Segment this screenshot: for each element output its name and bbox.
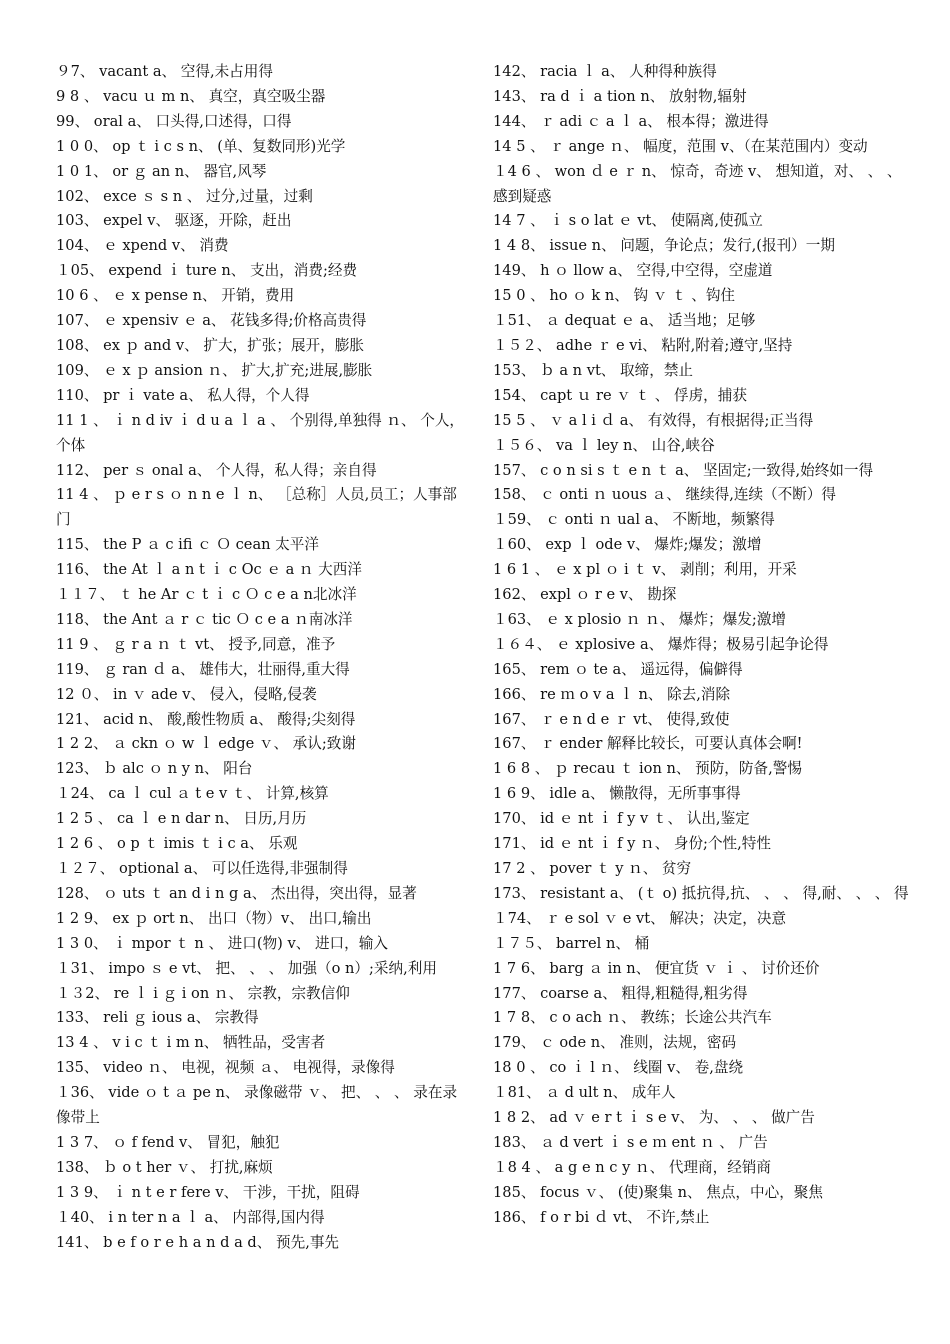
vocabulary-entry: 118、 the Ant ａ r ｃ tic Ｏ c e a ｎ南冰洋 [56,610,353,628]
vocabulary-entry: 153、 ｂ a n vt、 取缔，禁止 [493,361,694,379]
vocabulary-entry: 10 6 、 ｅ x pense n、 开销，费用 [56,287,295,305]
vocabulary-entry: 167、 ｒ ender 解释比较长，可要认真体会啊! [493,735,803,753]
vocabulary-entry: １81、 ａ d ult n、 成年人 [493,1084,676,1102]
vocabulary-entry: 183、 ａ d vert ｉ s e ｍ ent ｎ 、 广告 [493,1133,768,1151]
vocabulary-entry: 144、 ｒ adi ｃ a ｌ a、 根本得；激进得 [493,112,769,130]
vocabulary-entry: 1 3 9、 ｉ n t e r fere v、 干涉，干扰，阻碍 [56,1183,360,1201]
vocabulary-entry: 1 7 8、 c o ach ｎ、 教练；长途公共汽车 [493,1009,772,1027]
vocabulary-entry: 1 2 6 、 o p ｔ imis ｔ i c a、 乐观 [56,835,298,853]
vocabulary-entry: 167、 ｒ e n d e ｒ vt、 使得,致使 [493,710,730,728]
vocabulary-entry: 1 6 8 、 ｐ recau ｔ ion n、 预防，防备,警惕 [493,760,802,778]
vocabulary-entry: 13 4 、 v i c ｔ i m n、 牺牲品，受害者 [56,1034,326,1052]
vocabulary-entry: 17 2 、 pover ｔ y ｎ、 贫穷 [493,860,692,877]
vocabulary-entry: 177、 coarse a、 粗得,粗糙得,粗劣得 [493,984,748,1002]
vocabulary-entry: 165、 rem ｏ te a、 遥远得，偏僻得 [493,660,743,678]
vocabulary-entry: 123、 ｂ alc ｏ n y n、 阳台 [56,760,253,778]
vocabulary-entry: 1 2 2、 ａ ckn ｏ w ｌ edge ｖ、 承认;致谢 [56,735,356,753]
vocabulary-entry: 170、 id ｅ nt ｉ f y v ｔ、 认出,鉴定 [493,810,750,828]
vocabulary-entry: 102、 exce ｓ s n 、 过分,过量，过剩 [56,187,313,205]
vocabulary-entry: ９7、 vacant a、 空得,未占用得 [56,63,273,80]
vocabulary-entry: 128、 ｏ uts ｔ an d i n g a、 杰出得，突出得，显著 [56,884,417,902]
vocabulary-entry: 110、 pr ｉ vate a、 私人得，个人得 [56,386,310,404]
vocabulary-entry: 1 8 2、 ad ｖ e r t ｉ s e v、 为、 、 、 做广告 [493,1109,815,1127]
vocabulary-entry: １24、 ca ｌ cul ａ t e v ｔ、 计算,核算 [56,785,329,803]
vocabulary-entry: 116、 the At ｌ a n t ｉ c Oc ｅ a ｎ 大西洋 [56,561,362,579]
vocabulary-entry: 185、 focus ｖ、 (使)聚集 n、 焦点，中心，聚焦 [493,1183,823,1201]
vocabulary-entry: 1 2 5 、 ca ｌ e n dar n、 日历,月历 [56,810,307,828]
vocabulary-entry: 107、 ｅ xpensiv ｅ a、 花钱多得;价格高贵得 [56,312,367,330]
vocabulary-entry: １8 4 、 a g e n c y ｎ、 代理商，经销商 [493,1158,771,1176]
vocabulary-entry: 103、 expel v、 驱逐，开除，赶出 [56,212,292,230]
vocabulary-entry: 1 4 8、 issue n、 问题，争论点；发行,(报刊）一期 [493,237,835,255]
vocabulary-entry: １７５、 barrel n、 桶 [493,934,650,952]
vocabulary-entry: 9 8 、 vacu ｕ m n、 真空，真空吸尘器 [56,87,326,105]
vocabulary-entry: 121、 acid n、 酸,酸性物质 a、 酸得;尖刻得 [56,710,356,728]
vocabulary-entry: １60、 exp ｌ ode v、 爆炸;爆发；激增 [493,536,762,554]
vocabulary-entry: 149、 h ｏ llow a、 空得,中空得，空虚道 [493,262,773,280]
vocabulary-entry: 154、 capt ｕ re ｖ ｔ 、 俘虏，捕获 [493,386,747,404]
vocabulary-entry: 142、 racia ｌ a、 人种得种族得 [493,63,717,80]
vocabulary-entry: １６４、 ｅ xplosive a、 爆炸得；极易引起争论得 [493,635,829,653]
vocabulary-entry: 171、 id ｅ nt ｉ f y ｎ、 身份;个性,特性 [493,835,771,853]
vocabulary-entry: 1 0 1、 or ｇ an n、 器官,风琴 [56,162,267,180]
vocabulary-entry: 173、 resistant a、 (ｔ o) 抵抗得,抗、 、 、 得,耐、 、 、 得 [493,884,909,902]
vocabulary-entry: １74、 ｒ e sol ｖ e vt、 解决；决定，决意 [493,909,787,927]
vocabulary-entry: 112、 per ｓ onal a、 个人得，私人得；亲自得 [56,461,377,479]
vocabulary-entry: 115、 the P ａ c ifi ｃ Ｏ cean 太平洋 [56,536,319,554]
vocabulary-column-right [493,60,913,1231]
vocabulary-entry: １05、 expend ｉ ture n、 支出，消费;经费 [56,262,358,280]
vocabulary-entry: 1 7 6、 barg ａ in n、 便宜货 ｖ ｉ 、 讨价还价 [493,959,820,977]
vocabulary-entry: 135、 video ｎ、 电视，视频 ａ、 电视得，录像得 [56,1059,395,1077]
vocabulary-entry: 186、 f o r bi ｄ vt、 不许,禁止 [493,1208,710,1226]
vocabulary-entry: １51、 ａ dequat ｅ a、 适当地；足够 [493,312,756,330]
vocabulary-entry: 109、 ｅ x ｐ ansion ｎ、 扩大,扩充;进展,膨胀 [56,361,373,379]
vocabulary-entry: 11 1 、 ｉ n d iv ｉ d u a ｌ a 、 个别得,单独得 ｎ、 个人，个体 [56,411,465,454]
vocabulary-entry: 1 2 9、 ex ｐ ort n、 出口（物）v、 出口,输出 [56,909,372,927]
vocabulary-entry: 15 0 、 ho ｏ k n、 钩 ｖ ｔ 、钩住 [493,287,736,305]
vocabulary-entry: １５２、 adhe ｒ e vi、 粘附,附着;遵守,坚持 [493,336,793,354]
vocabulary-entry: 157、 c o n si s ｔ e n ｔ a、 坚固定;一致得,始终如一得 [493,461,874,479]
vocabulary-entry: １40、 i n ter n a ｌ a、 内部得,国内得 [56,1208,325,1226]
vocabulary-entry: 1 3 0、 ｉ mpor ｔ n 、 进口(物) v、 进口，输入 [56,934,388,952]
vocabulary-column-left [56,60,466,1256]
vocabulary-entry: 11 9 、 ｇ r a ｎ ｔ vt、 授予,同意，准予 [56,635,336,653]
vocabulary-entry: 179、 ｃ ode n、 准则，法规，密码 [493,1034,737,1052]
vocabulary-entry: １4 6 、 won ｄ e ｒ n、 惊奇，奇迹 v、 想知道，对、 、 、 感到疑惑 [493,162,907,205]
vocabulary-entry: 14 7 、 ｉ s o lat ｅ vt、 使隔离,使孤立 [493,212,763,230]
vocabulary-entry: 1 6 9、 idle a、 懒散得，无所事事得 [493,785,741,803]
vocabulary-entry: １63、 ｅ x plosio ｎ ｎ、 爆炸；爆发;激增 [493,610,787,628]
vocabulary-entry: 1 0 0、 op ｔ i c s n、 (单、复数同形)光学 [56,137,346,155]
vocabulary-entry: １36、 vide ｏ t ａ pe n、 录像磁带 ｖ、 把、 、 、 录在录像带上 [56,1084,458,1127]
vocabulary-entry: 158、 ｃ onti ｎ uous ａ、 继续得,连续（不断）得 [493,486,837,504]
vocabulary-entry: １31、 impo ｓ e vt、 把、 、 、 加强（o n）;采纳,利用 [56,959,437,977]
vocabulary-entry: １２７、 optional a、 可以任选得,非强制得 [56,860,348,877]
vocabulary-entry: 1 3 7、 ｏ f fend v、 冒犯，触犯 [56,1133,280,1151]
vocabulary-entry: 1 6 1 、 ｅ x pl ｏ i ｔ v、 剥削；利用，开采 [493,561,797,579]
vocabulary-entry: 108、 ex ｐ and v、 扩大，扩张；展开，膨胀 [56,336,364,354]
vocabulary-entry: 99、 oral a、 口头得,口述得，口得 [56,112,292,130]
vocabulary-entry: 11 4 、 ｐ e r s ｏ n n e ｌ n、 ［总称］人员,员工；人事部门 [56,486,457,529]
vocabulary-entry: 14 5 、 ｒ ange ｎ、 幅度，范围 v、（在某范围内）变动 [493,137,868,155]
vocabulary-entry: １１７、 ｔ he Ar ｃ t ｉ c Ｏ c e a n北冰洋 [56,586,357,604]
vocabulary-entry: 162、 expl ｏ r e v、 勘探 [493,586,677,604]
vocabulary-entry: 143、 ra d ｉ a tion n、 放射物,辐射 [493,87,747,105]
vocabulary-entry: 104、 ｅ xpend v、 消费 [56,237,229,255]
vocabulary-entry: １３2、 re ｌ i ｇ i on ｎ、 宗教，宗教信仰 [56,984,350,1002]
vocabulary-entry: 15 5 、 ｖ a l i ｄ a、 有效得，有根据得;正当得 [493,411,814,429]
vocabulary-entry: １59、 ｃ onti ｎ ual a、 不断地，频繁得 [493,511,775,529]
vocabulary-entry: 18 0 、 co ｉ l ｎ、 线圈 v、 卷,盘绕 [493,1059,744,1077]
vocabulary-entry: 138、 ｂ o t her ｖ、 打扰,麻烦 [56,1158,273,1176]
vocabulary-entry: 133、 reli ｇ ious a、 宗教得 [56,1009,259,1027]
vocabulary-entry: 119、 ｇ ran ｄ a、 雄伟大，壮丽得,重大得 [56,660,350,678]
vocabulary-entry: 12 ０、 in ｖ ade v、 侵入，侵略,侵袭 [56,685,317,703]
vocabulary-entry: １５６、 va ｌ ley n、 山谷,峡谷 [493,436,715,454]
vocabulary-entry: 166、 re ｍ o v a ｌ n、 除去,消除 [493,685,731,703]
vocabulary-entry: 141、 b e f o r e h a n d a d、 预先,事先 [56,1233,340,1251]
